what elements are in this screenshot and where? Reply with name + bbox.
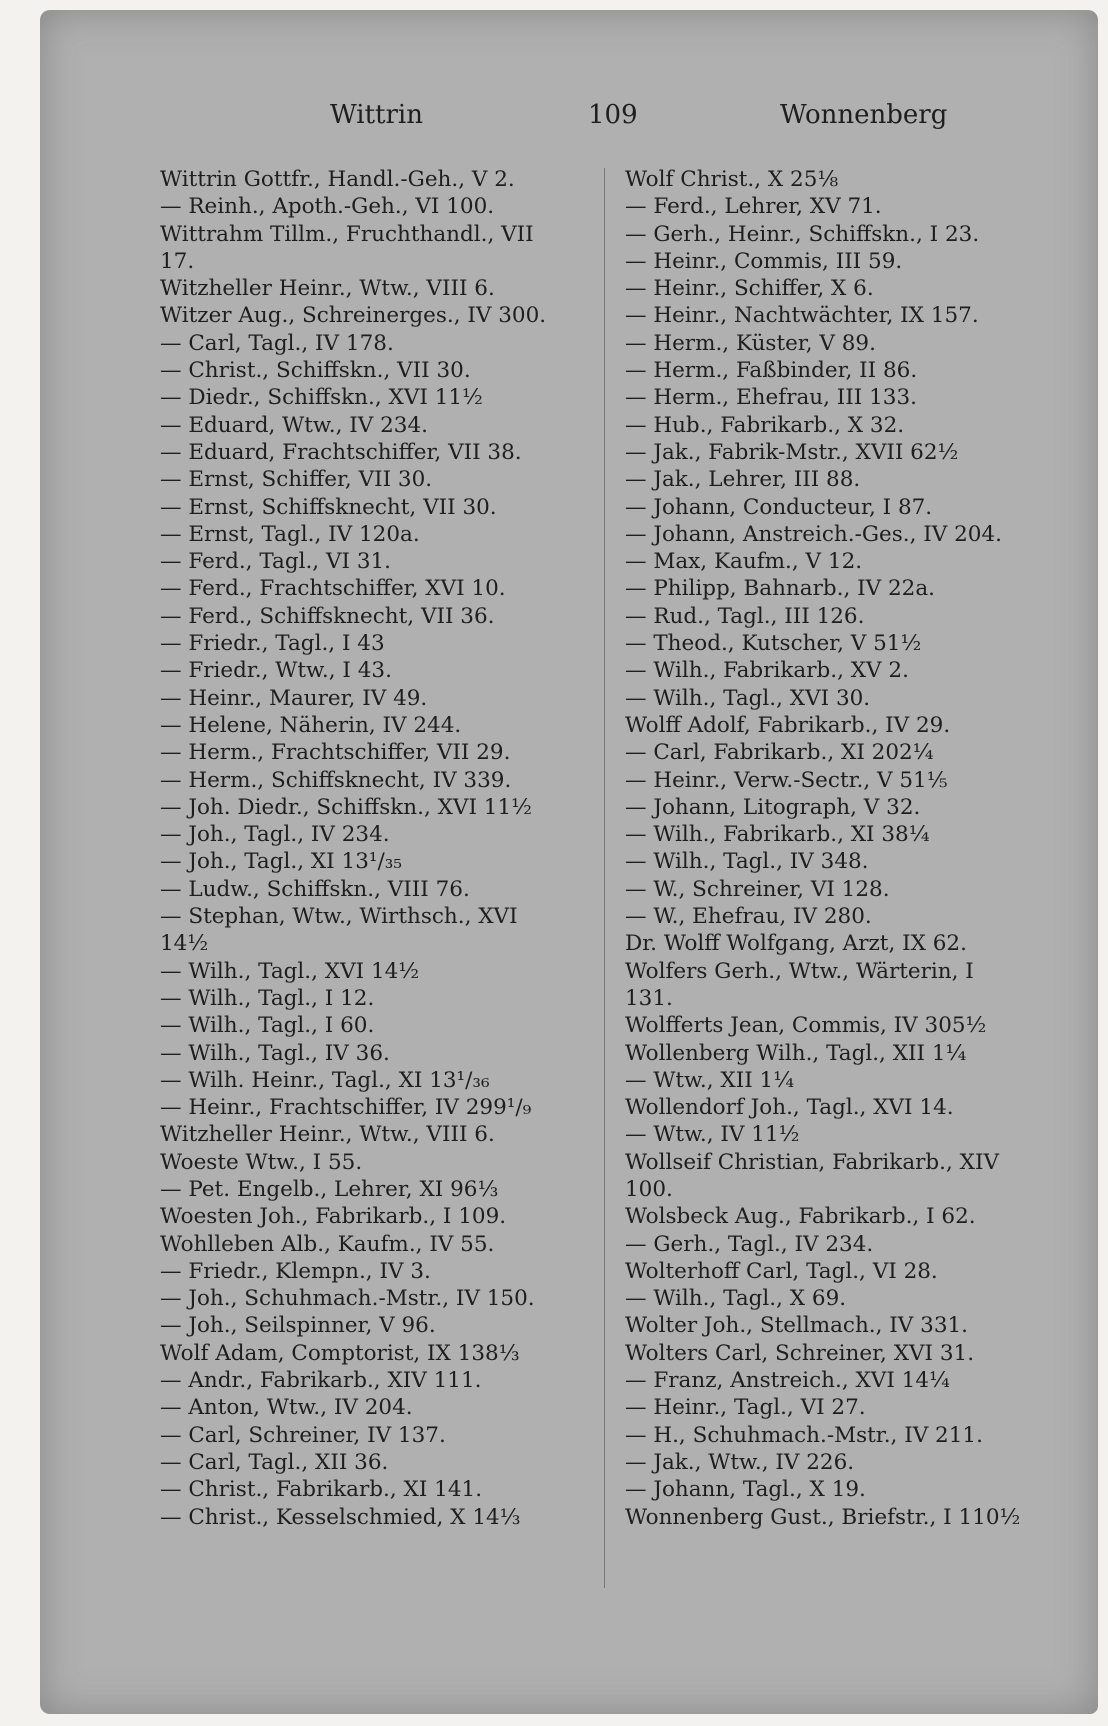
directory-entry: — Pet. Engelb., Lehrer, XI 96⅓ [160,1176,499,1202]
directory-entry: Wollendorf Joh., Tagl., XVI 14. [625,1095,954,1121]
directory-entry: — Johann, Tagl., X 19. [625,1477,866,1503]
directory-entry: — Ernst, Schiffer, VII 30. [160,467,433,493]
directory-entry: — Wilh., Tagl., I 60. [160,1013,375,1039]
directory-entry: 14½ [160,931,209,957]
directory-entry: — Heinr., Maurer, IV 49. [160,685,428,711]
directory-entry: — Joh., Tagl., IV 234. [160,822,390,848]
directory-entry: Wollseif Christian, Fabrikarb., XIV [625,1149,1000,1175]
directory-entry: — Andr., Fabrikarb., XIV 111. [160,1368,482,1394]
column-divider [604,168,605,1588]
directory-entry: — Gerh., Heinr., Schiffskn., I 23. [625,221,980,247]
directory-entry: 131. [625,985,673,1011]
directory-entry: Wonnenberg Gust., Briefstr., I 110½ [625,1504,1021,1530]
directory-entry: Wolterhoff Carl, Tagl., VI 28. [625,1258,938,1284]
directory-entry: — Johann, Litograph, V 32. [625,794,921,820]
directory-entry: — Stephan, Wtw., Wirthsch., XVI [160,904,518,930]
directory-entry: 100. [625,1176,673,1202]
directory-entry: Dr. Wolff Wolfgang, Arzt, IX 62. [625,931,967,957]
directory-entry: — Carl, Tagl., XII 36. [160,1449,389,1475]
directory-entry: — Wilh. Heinr., Tagl., XI 13¹/₃₆ [160,1067,490,1093]
directory-entry: Wittrahm Tillm., Fruchthandl., VII [160,221,534,247]
directory-entry: — Friedr., Wtw., I 43. [160,658,392,684]
directory-entry: Wolf Adam, Comptorist, IX 138⅓ [160,1340,520,1366]
directory-entry: — Theod., Kutscher, V 51½ [625,631,922,657]
directory-entry: — Joh., Tagl., XI 13¹/₃₅ [160,849,402,875]
directory-entry: — Ernst, Schiffsknecht, VII 30. [160,494,497,520]
directory-entry: — Wtw., IV 11½ [625,1122,800,1148]
directory-entry: — Max, Kaufm., V 12. [625,549,863,575]
directory-entry: — Wilh., Tagl., I 12. [160,985,375,1011]
directory-entry: Wolters Carl, Schreiner, XVI 31. [625,1340,975,1366]
directory-entry: — Christ., Kesselschmied, X 14⅓ [160,1504,521,1530]
directory-entry: — Johann, Anstreich.-Ges., IV 204. [625,521,1002,547]
directory-entry: — Friedr., Klempn., IV 3. [160,1258,431,1284]
directory-entry: — Herm., Schiffsknecht, IV 339. [160,767,512,793]
directory-entry: — Ferd., Schiffsknecht, VII 36. [160,603,495,629]
directory-entry: — Carl, Tagl., IV 178. [160,330,394,356]
page-number: 109 [588,100,638,130]
directory-entry: — Joh. Diedr., Schiffskn., XVI 11½ [160,794,532,820]
directory-entry: Wolfers Gerh., Wtw., Wärterin, I [625,958,974,984]
directory-entry: — Christ., Fabrikarb., XI 141. [160,1477,483,1503]
directory-entry: — Ludw., Schiffskn., VIII 76. [160,876,470,902]
directory-entry: — Ferd., Tagl., VI 31. [160,549,392,575]
directory-entry: — Herm., Frachtschiffer, VII 29. [160,740,511,766]
directory-entry: — Eduard, Frachtschiffer, VII 38. [160,439,522,465]
directory-entry: — Wilh., Tagl., X 69. [625,1286,847,1312]
directory-entry: Witzheller Heinr., Wtw., VIII 6. [160,1122,495,1148]
directory-entry: Wollenberg Wilh., Tagl., XII 1¼ [625,1040,967,1066]
directory-entry: — Anton, Wtw., IV 204. [160,1395,413,1421]
directory-entry: 17. [160,248,195,274]
directory-entry: — Wilh., Fabrikarb., XV 2. [625,658,909,684]
directory-entry: — Wilh., Tagl., XVI 14½ [160,958,420,984]
directory-entry: — Wilh., Tagl., IV 348. [625,849,869,875]
directory-entry: — Ferd., Lehrer, XV 71. [625,194,882,220]
directory-entry: — Christ., Schiffskn., VII 30. [160,358,471,384]
directory-entry: — H., Schuhmach.-Mstr., IV 211. [625,1422,983,1448]
directory-entry: — Jak., Fabrik-Mstr., XVII 62½ [625,439,959,465]
directory-entry: — Herm., Küster, V 89. [625,330,876,356]
directory-entry: Wolfferts Jean, Commis, IV 305½ [625,1013,987,1039]
directory-entry: — Heinr., Frachtschiffer, IV 299¹/₉ [160,1095,532,1121]
directory-entry: — Gerh., Tagl., IV 234. [625,1231,874,1257]
directory-entry: — Joh., Schuhmach.-Mstr., IV 150. [160,1286,535,1312]
directory-entry: Wittrin Gottfr., Handl.-Geh., V 2. [160,167,515,192]
directory-entry: — Joh., Seilspinner, V 96. [160,1313,436,1339]
directory-entry: — Franz, Anstreich., XVI 14¼ [625,1368,950,1394]
directory-entry: — Wilh., Tagl., XVI 30. [625,685,871,711]
directory-entry: — Heinr., Nachtwächter, IX 157. [625,303,979,329]
directory-entry: — Helene, Näherin, IV 244. [160,712,462,738]
directory-entry: — Ernst, Tagl., IV 120a. [160,521,420,547]
left-column [160,166,600,1531]
directory-entry: — Jak., Wtw., IV 226. [625,1449,855,1475]
directory-entry: Woeste Wtw., I 55. [160,1149,363,1175]
directory-entry: — Carl, Schreiner, IV 137. [160,1422,446,1448]
directory-entry: Wohlleben Alb., Kaufm., IV 55. [160,1231,495,1257]
directory-entry: — Philipp, Bahnarb., IV 22a. [625,576,936,602]
directory-entry: — Herm., Ehefrau, III 133. [625,385,917,411]
running-head-right: Wonnenberg [780,100,948,130]
directory-entry: — Ferd., Frachtschiffer, XVI 10. [160,576,506,602]
directory-entry: — W., Schreiner, VI 128. [625,876,890,902]
directory-entry: — Herm., Faßbinder, II 86. [625,358,918,384]
directory-entry: — Wilh., Fabrikarb., XI 38¼ [625,822,930,848]
directory-entry: Witzheller Heinr., Wtw., VIII 6. [160,276,495,302]
directory-entry: Wolf Christ., X 25⅛ [625,167,839,192]
directory-entry: — Heinr., Commis, III 59. [625,248,903,274]
directory-entry: Wolff Adolf, Fabrikarb., IV 29. [625,712,951,738]
directory-entry: — Heinr., Tagl., VI 27. [625,1395,866,1421]
directory-entry: — Wilh., Tagl., IV 36. [160,1040,390,1066]
directory-entry: — Heinr., Schiffer, X 6. [625,276,874,302]
directory-entry: Wolter Joh., Stellmach., IV 331. [625,1313,969,1339]
directory-entry: — Jak., Lehrer, III 88. [625,467,861,493]
directory-entry: — Reinh., Apoth.-Geh., VI 100. [160,194,495,220]
directory-entry: Witzer Aug., Schreinerges., IV 300. [160,303,547,329]
running-head-left: Wittrin [330,100,423,130]
directory-entry: Woesten Joh., Fabrikarb., I 109. [160,1204,507,1230]
directory-entry: — W., Ehefrau, IV 280. [625,904,872,930]
directory-entry: — Carl, Fabrikarb., XI 202¼ [625,740,934,766]
directory-entry: — Eduard, Wtw., IV 234. [160,412,428,438]
directory-entry: — Diedr., Schiffskn., XVI 11½ [160,385,483,411]
directory-entry: — Friedr., Tagl., I 43 [160,631,385,657]
directory-entry: — Wtw., XII 1¼ [625,1067,795,1093]
directory-entry: Wolsbeck Aug., Fabrikarb., I 62. [625,1204,976,1230]
directory-entry: — Heinr., Verw.-Sectr., V 51⅕ [625,767,948,793]
directory-entry: — Johann, Conducteur, I 87. [625,494,933,520]
right-column [625,166,1065,1531]
directory-entry: — Rud., Tagl., III 126. [625,603,865,629]
directory-entry: — Hub., Fabrikarb., X 32. [625,412,905,438]
